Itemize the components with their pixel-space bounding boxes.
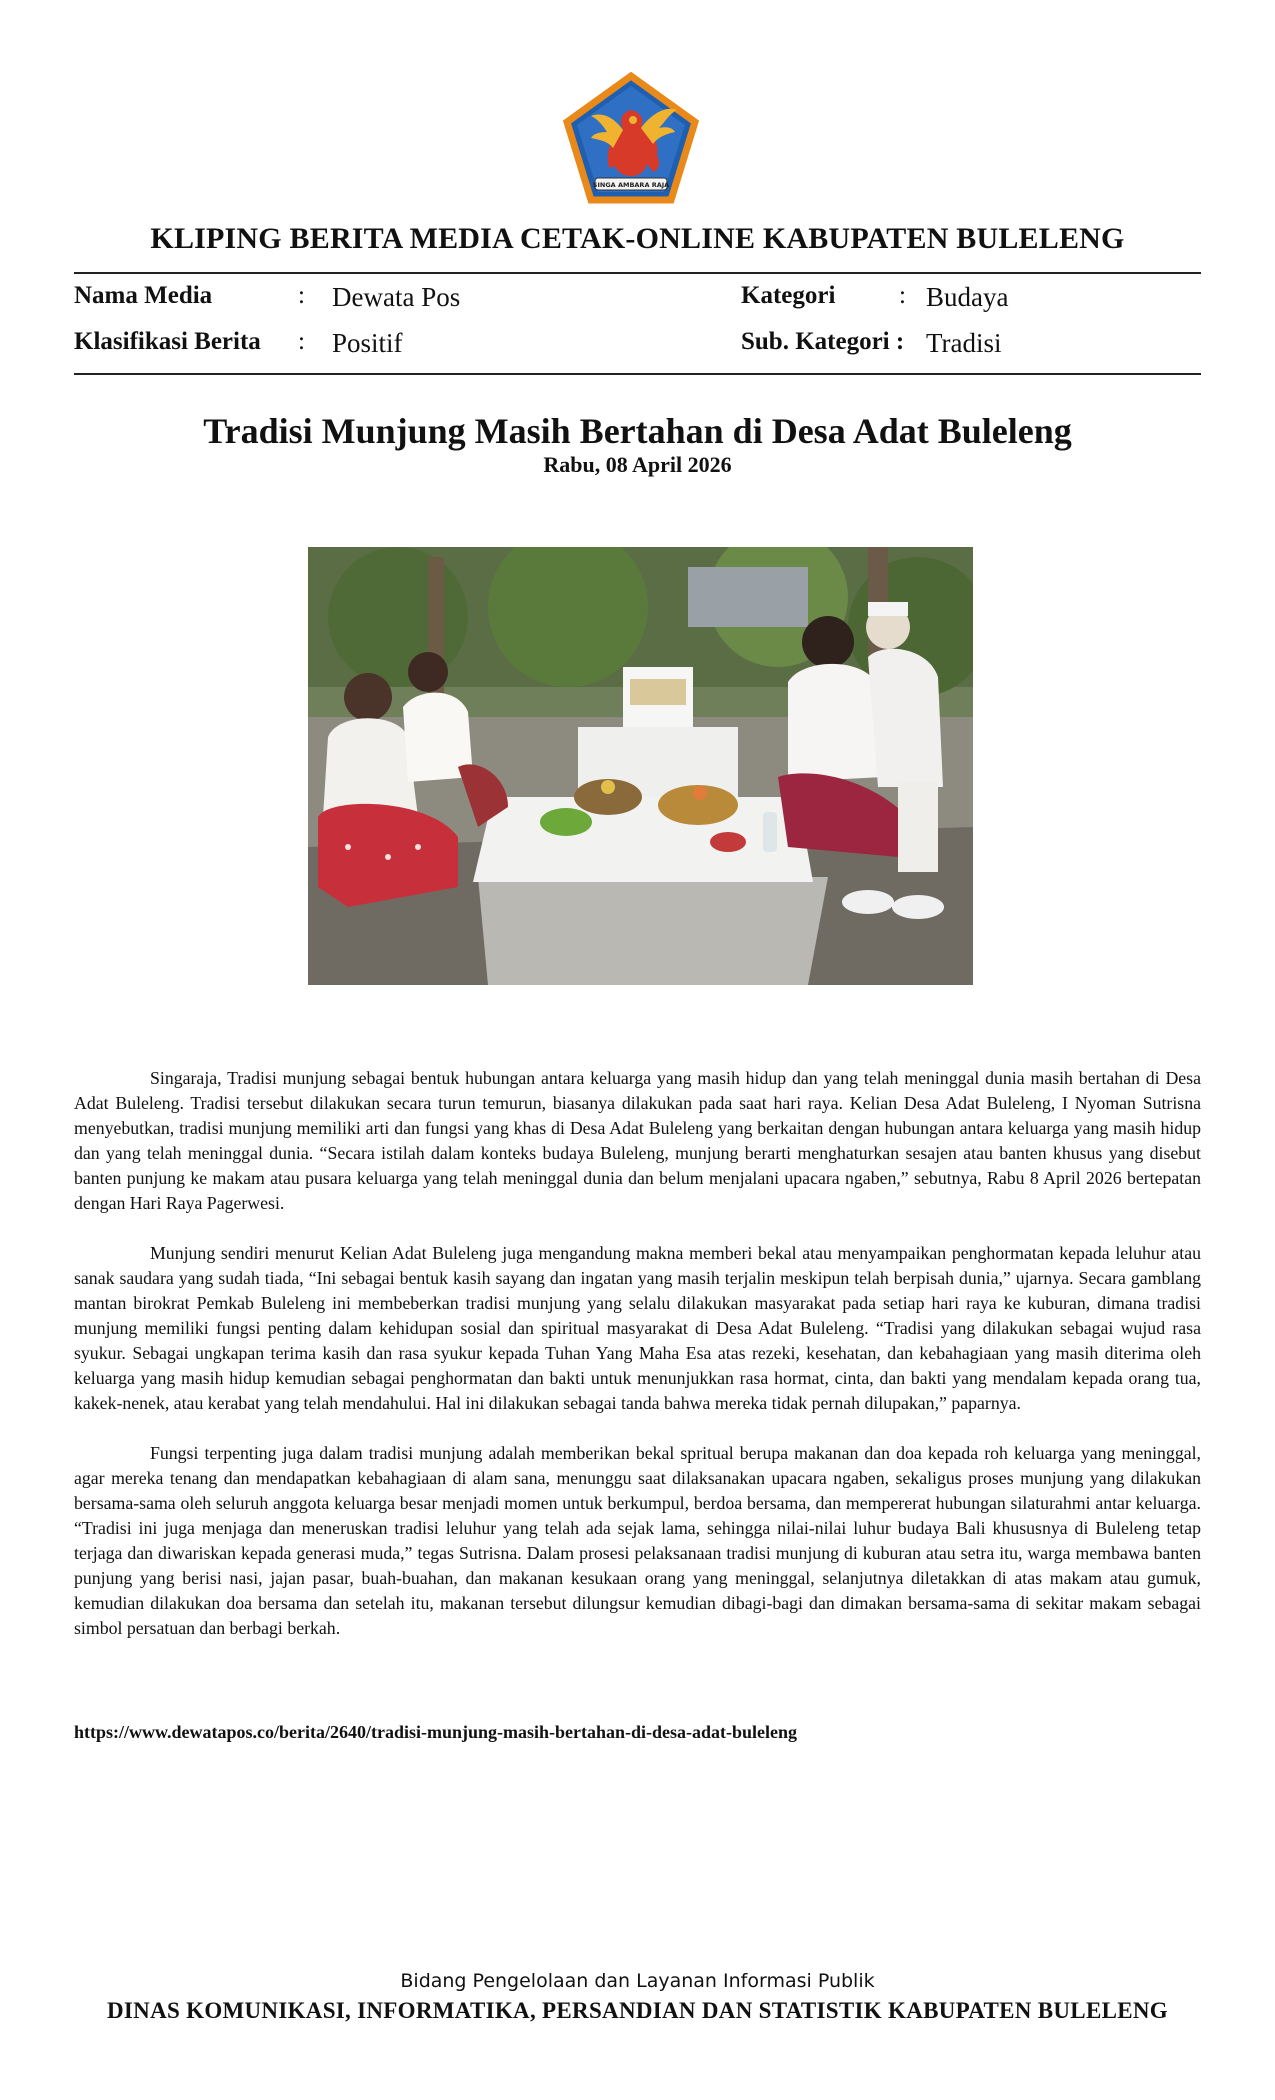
sub-kategori-value: Tradisi [926, 328, 1002, 358]
article-title: Tradisi Munjung Masih Bertahan di Desa Adat Buleleng [203, 411, 1072, 451]
article-paragraph-3: Fungsi terpenting juga dalam tradisi munjung adalah memberikan bekal spritual berupa makanan dan doa kepada roh keluarga yang meninggal, agar mereka tenang dan mendapatkan kebahagiaan di alam sana, menunggu saat dilaksanakan upacara ngaben, sekaligus proses munjung yang dilakukan bersama-sama oleh seluruh anggota keluarga besar menjadi momen untuk berkumpul, berdoa bersama, dan mempererat hubungan silaturahmi antar keluarga. “Tradisi ini juga menjaga dan meneruskan tradisi leluhur yang telah ada sejak lama, sehingga nilai-nilai luhur budaya Bali khususnya di Buleleng tetap terjaga dan diwariskan kepada generasi muda,” tegas Sutrisna. Dalam prosesi pelaksanaan tradisi munjung di kuburan atau setra itu, warga membawa banten punjung yang berisi nasi, jajan pasar, buah-buahan, dan makanan kesukaan orang yang meninggal, selanjutnya diletakkan di atas makam atau gumuk, kemudian dilakukan doa bersama dan setelah itu, makanan tersebut dilungsur kemudian dibagi-bagi dan dimakan bersama-sama di sekitar makam sebagai simbol persatuan dan berbagi berkah. [74, 1443, 1201, 1638]
nama-media-colon: : [298, 282, 305, 309]
footer-agency: DINAS KOMUNIKASI, INFORMATIKA, PERSANDIAN DAN STATISTIK KABUPATEN BULELENG [107, 1998, 1168, 2023]
article-photo [308, 547, 973, 985]
kabupaten-buleleng-logo [561, 72, 701, 206]
article-paragraph-2: Munjung sendiri menurut Kelian Adat Buleleng juga mengandung makna memberi bekal atau menyampaikan penghormatan kepada leluhur atau sanak saudara yang sudah tiada, “Ini sebagai bentuk kasih sayang dan ingatan yang masih terjalin meskipun telah berpisah dunia,” ujarnya. Secara gamblang mantan birokrat Pemkab Buleleng ini membeberkan tradisi munjung yang selalu dilakukan masyarakat pada setiap hari raya ke kuburan, dimana tradisi munjung memiliki fungsi penting dalam kehidupan sosial dan spiritual masyarakat di Desa Adat Buleleng. “Tradisi yang dilakukan sebagai wujud rasa syukur. Sebagai ungkapan terima kasih dan rasa syukur kepada Tuhan Yang Maha Esa atas rezeki, kesehatan, dan kebahagiaan yang masih diterima oleh keluarga yang masih hidup kemudian sebagai penghormatan dan bakti untuk menunjukkan rasa hormat, cinta, dan bakti yang mendalam kepada orang tua, kakek-nenek, atau kerabat yang telah mendahului. Hal ini dilakukan sebagai tanda bahwa mereka tidak pernah dilupakan,” paparnya. [74, 1243, 1201, 1413]
sub-kategori-label: Sub. Kategori : [741, 328, 905, 355]
article-body [74, 1066, 1201, 1666]
klasifikasi-colon: : [298, 328, 305, 355]
klasifikasi-value: Positif [332, 328, 403, 358]
header-divider-bottom [74, 373, 1201, 375]
logo-motto-text: SINGA AMBARA RAJA [592, 181, 670, 189]
kategori-value: Budaya [926, 282, 1009, 312]
article-paragraph-1: Singaraja, Tradisi munjung sebagai bentuk hubungan antara keluarga yang masih hidup dan yang telah meninggal dunia masih bertahan di Desa Adat Buleleng. Tradisi tersebut dilakukan secara turun temurun, biasanya dilakukan pada saat hari raya. Kelian Desa Adat Buleleng, I Nyoman Sutrisna menyebutkan, tradisi munjung memiliki arti dan fungsi yang khas di Desa Adat Buleleng yang berkaitan dengan hubungan antara keluarga yang masih hidup dan yang telah meninggal dunia. “Secara istilah dalam konteks budaya Buleleng, munjung berarti menghaturkan sesajen atau banten khusus yang disebut banten punjung ke makam atau pusara keluarga yang telah meninggal dunia dan belum menjalani upacara ngaben,” sebutnya, Rabu 8 April 2026 bertepatan dengan Hari Raya Pagerwesi. [74, 1068, 1201, 1213]
article-date: Rabu, 08 April 2026 [543, 452, 732, 477]
meta-right-block [741, 282, 1201, 372]
klasifikasi-label: Klasifikasi Berita [74, 328, 261, 355]
kategori-label: Kategori [741, 282, 836, 309]
nama-media-label: Nama Media [74, 282, 213, 309]
header-divider-top [74, 272, 1201, 274]
nama-media-value: Dewata Pos [332, 282, 461, 312]
kategori-colon: : [899, 282, 906, 309]
meta-left-block [74, 282, 674, 372]
footer-department: Bidang Pengelolaan dan Layanan Informasi Publik [400, 1970, 875, 1992]
document-header-title: KLIPING BERITA MEDIA CETAK-ONLINE KABUPATEN BULELENG [150, 222, 1125, 255]
source-url-link[interactable]: https://www.dewatapos.co/berita/2640/tradisi-munjung-masih-bertahan-di-desa-adat-buleleng [74, 1722, 798, 1742]
